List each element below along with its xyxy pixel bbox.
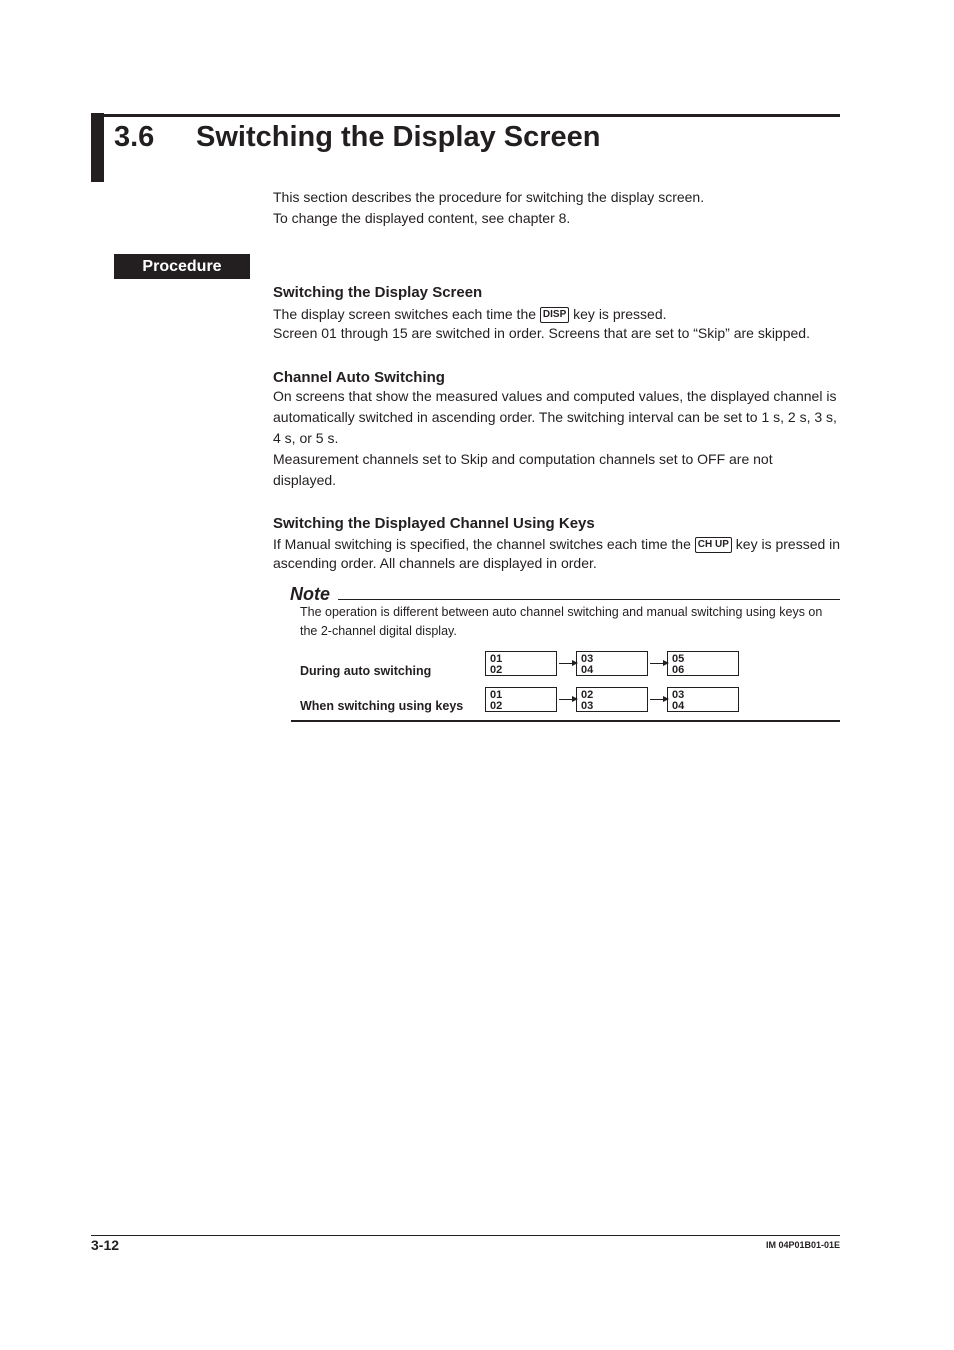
page-number: 3-12 [91, 1237, 120, 1253]
row-label-auto: During auto switching [300, 664, 432, 678]
keys-switching-text-post: key is pressed in ascending order. All channels are displayed in order. [273, 536, 841, 571]
display-screen-text-pre: The display screen switches each time the [273, 306, 537, 322]
disp-key-icon: DISP [540, 307, 569, 323]
arrow-right-icon [559, 663, 577, 664]
ch-up-key-icon: CH UP [695, 537, 732, 553]
display-screen-line-1 [273, 304, 667, 325]
channel-display-box [576, 687, 648, 712]
heading-display-screen: Switching the Display Screen [273, 284, 483, 301]
channel-number: 05 [672, 653, 685, 665]
channel-number: 01 [490, 689, 503, 701]
channel-display-box [576, 651, 648, 676]
section-number: 3.6 [114, 121, 155, 153]
document-id: IM 04P01B01-01E [765, 1240, 840, 1250]
channel-number: 04 [672, 700, 685, 712]
channel-number: 02 [490, 700, 503, 712]
procedure-badge: Procedure [114, 254, 250, 279]
heading-auto-switching: Channel Auto Switching [273, 369, 445, 386]
page-title [114, 121, 601, 154]
channel-display-box [667, 651, 739, 676]
channel-number: 04 [581, 664, 594, 676]
row-label-keys: When switching using keys [300, 699, 464, 713]
display-screen-text-post: key is pressed. [573, 306, 667, 322]
channel-number: 01 [490, 653, 503, 665]
channel-number: 02 [490, 664, 503, 676]
title-rule [104, 114, 840, 117]
intro-line-2: To change the displayed content, see chapter 8. [273, 210, 571, 226]
arrow-right-icon [650, 699, 668, 700]
channel-number: 02 [581, 689, 594, 701]
heading-keys-switching: Switching the Displayed Channel Using Keys [273, 515, 595, 532]
title-bar [91, 113, 104, 182]
note-title: Note [290, 584, 330, 604]
auto-switching-para-2: Measurement channels set to Skip and computation channels set to OFF are not displayed. [273, 451, 773, 488]
intro-line-1: This section describes the procedure for switching the display screen. [273, 189, 705, 205]
channel-number: 06 [672, 664, 685, 676]
display-screen-line-2: Screen 01 through 15 are switched in order. Screens that are set to “Skip” are skipped. [273, 325, 810, 341]
note-bottom-rule [291, 720, 840, 722]
auto-switching-para-1: On screens that show the measured values and computed values, the displayed channel is automatically switched in ascending order. The switching interval can be set to 1 s, 2 s, 3 s, 4 s, or 5 s. [273, 388, 837, 446]
channel-display-box [485, 687, 557, 712]
note-top-rule [338, 599, 840, 600]
channel-display-box [485, 651, 557, 676]
channel-display-box [667, 687, 739, 712]
channel-number: 03 [581, 653, 594, 665]
arrow-right-icon [559, 699, 577, 700]
arrow-right-icon [650, 663, 668, 664]
note-text: The operation is different between auto channel switching and manual switching using keys on the 2-channel digital display. [300, 605, 823, 638]
section-title: Switching the Display Screen [196, 121, 601, 153]
keys-switching-text-pre: If Manual switching is specified, the channel switches each time the [273, 536, 691, 552]
channel-number: 03 [581, 700, 594, 712]
keys-switching-para [273, 535, 843, 573]
footer-rule [91, 1235, 840, 1236]
channel-number: 03 [672, 689, 685, 701]
